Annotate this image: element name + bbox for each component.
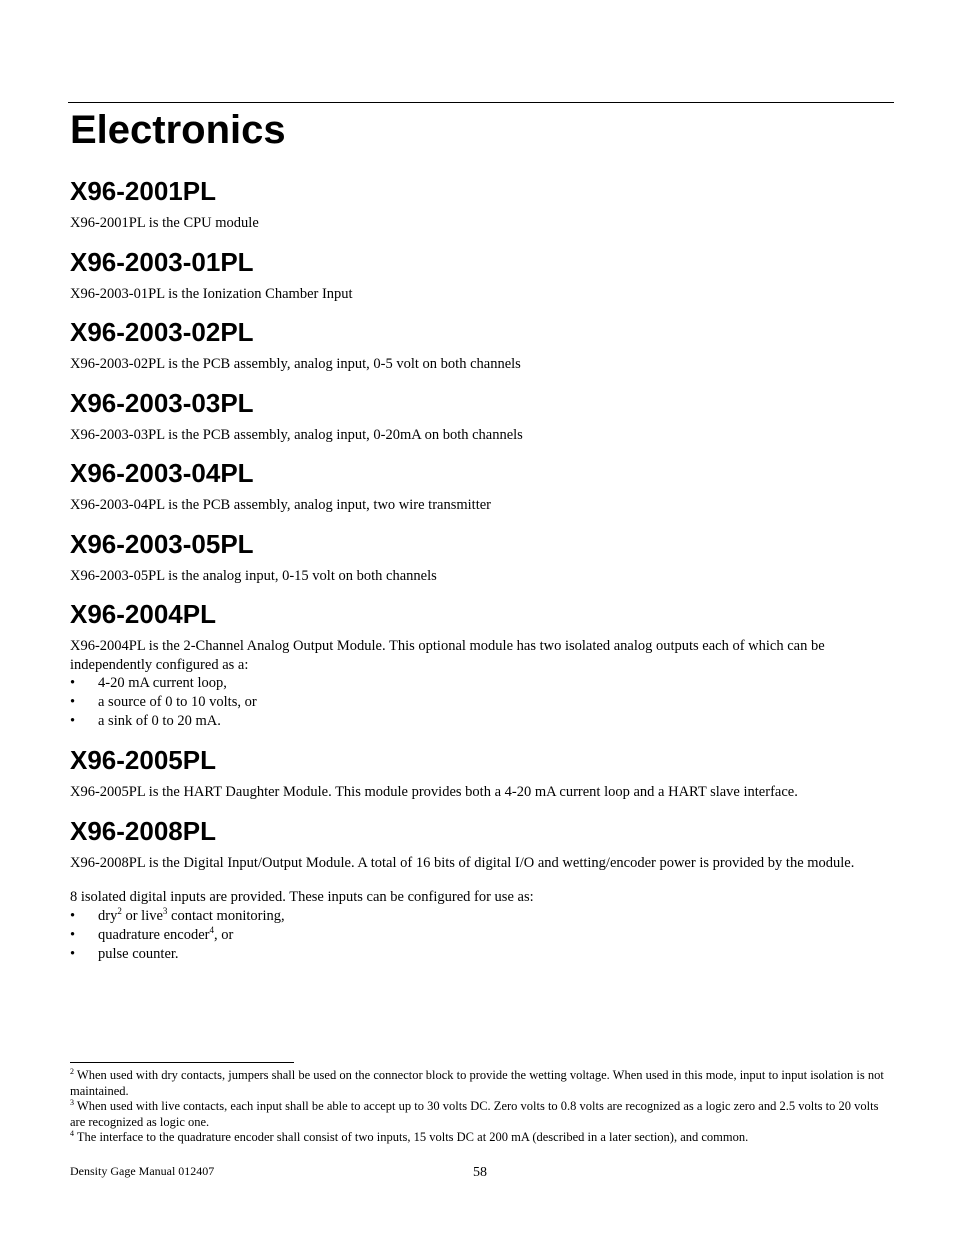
footnote: $^3$ When used with live contacts, each input shall be able to accept up to 30 volts DC. Zero volts to 0.8 volts are recognized as a logic zero and 2.5 volts to 20 volts are recognized as logic one.	[70, 1097, 879, 1129]
footnote: $^4$ The interface to the quadrature encoder shall consist of two inputs, 15 volts DC at 200 mA (described in a later section), and common.	[70, 1128, 749, 1144]
bullet-icon: •	[70, 713, 76, 729]
section-heading: X96-2004PL	[70, 599, 216, 629]
footer-document-title: Density Gage Manual 012407	[70, 1164, 215, 1178]
section-text-2: 8 isolated digital inputs are provided. These inputs can be configured for use as:	[70, 889, 534, 905]
section-text: X96-2003-01PL is the Ionization Chamber Input	[70, 285, 353, 302]
bullet-icon: •	[70, 907, 76, 924]
section-heading: X96-2003-03PL	[70, 387, 254, 418]
list-item: • pulse counter.	[70, 945, 179, 962]
section-x96-2005pl	[70, 743, 890, 802]
section-heading: X96-2003-04PL	[70, 458, 254, 488]
section-x96-2004pl	[70, 597, 890, 731]
page-number: 58	[473, 1165, 487, 1180]
section-x96-2003-05pl	[70, 527, 890, 586]
document-body	[70, 174, 890, 976]
section-heading: X96-2008PL	[70, 815, 216, 846]
section-text: X96-2005PL is the HART Daughter Module. This module provides both a 4-20 mA current loop and a HART slave interface.	[70, 784, 798, 800]
section-heading: X96-2003-05PL	[70, 528, 254, 559]
bullet-icon: •	[70, 675, 76, 691]
list-item: • dry$^2$ or live$^3$ contact monitoring,	[70, 905, 285, 924]
section-x96-2001pl	[70, 174, 890, 233]
footnote: $^2$ When used with dry contacts, jumpers shall be used on the connector block to provide the wetting voltage. When used in this mode, input to input isolation is not maintained.	[70, 1066, 884, 1098]
section-text: X96-2003-04PL is the PCB assembly, analog input, two wire transmitter	[70, 497, 491, 513]
section-heading: X96-2001PL	[70, 176, 216, 206]
bullet-icon: •	[70, 926, 76, 943]
header-rule	[68, 102, 894, 103]
page-title: Electronics	[70, 108, 286, 152]
footnote-separator	[70, 1062, 294, 1063]
section-text: X96-2003-02PL is the PCB assembly, analog input, 0-5 volt on both channels	[70, 356, 521, 372]
section-heading: X96-2003-01PL	[70, 246, 254, 277]
bullet-list	[70, 674, 890, 731]
section-x96-2003-02pl	[70, 315, 890, 374]
list-item: • quadrature encoder$^4$, or	[70, 924, 234, 943]
list-item: • a source of 0 to 10 volts, or	[70, 694, 257, 710]
section-heading: X96-2003-02PL	[70, 317, 254, 347]
list-item: • a sink of 0 to 20 mA.	[70, 713, 221, 729]
section-text: X96-2003-05PL is the analog input, 0-15 volt on both channels	[70, 567, 437, 584]
section-x96-2003-03pl	[70, 386, 890, 445]
list-item: • 4-20 mA current loop,	[70, 675, 227, 691]
footnote-ref[interactable]: 4	[209, 924, 215, 935]
bullet-list	[70, 907, 890, 964]
section-text: X96-2001PL is the CPU module	[70, 215, 259, 231]
bullet-icon: •	[70, 945, 76, 962]
footnote-ref[interactable]: 3	[162, 905, 168, 916]
section-text: X96-2008PL is the Digital Input/Output Module. A total of 16 bits of digital I/O and wetting/encoder power is provided by the module.	[70, 854, 855, 871]
footnote-ref[interactable]: 2	[117, 905, 122, 916]
section-x96-2003-04pl	[70, 456, 890, 515]
section-text: X96-2003-03PL is the PCB assembly, analog input, 0-20mA on both channels	[70, 426, 523, 443]
section-x96-2003-01pl	[70, 245, 890, 304]
section-text: X96-2004PL is the 2-Channel Analog Output Module. This optional module has two isolated analog outputs each of which can be independently configured as a:	[70, 638, 825, 673]
section-heading: X96-2005PL	[70, 745, 216, 775]
footnotes	[70, 1068, 890, 1146]
section-x96-2008pl	[70, 814, 890, 964]
bullet-icon: •	[70, 694, 76, 710]
